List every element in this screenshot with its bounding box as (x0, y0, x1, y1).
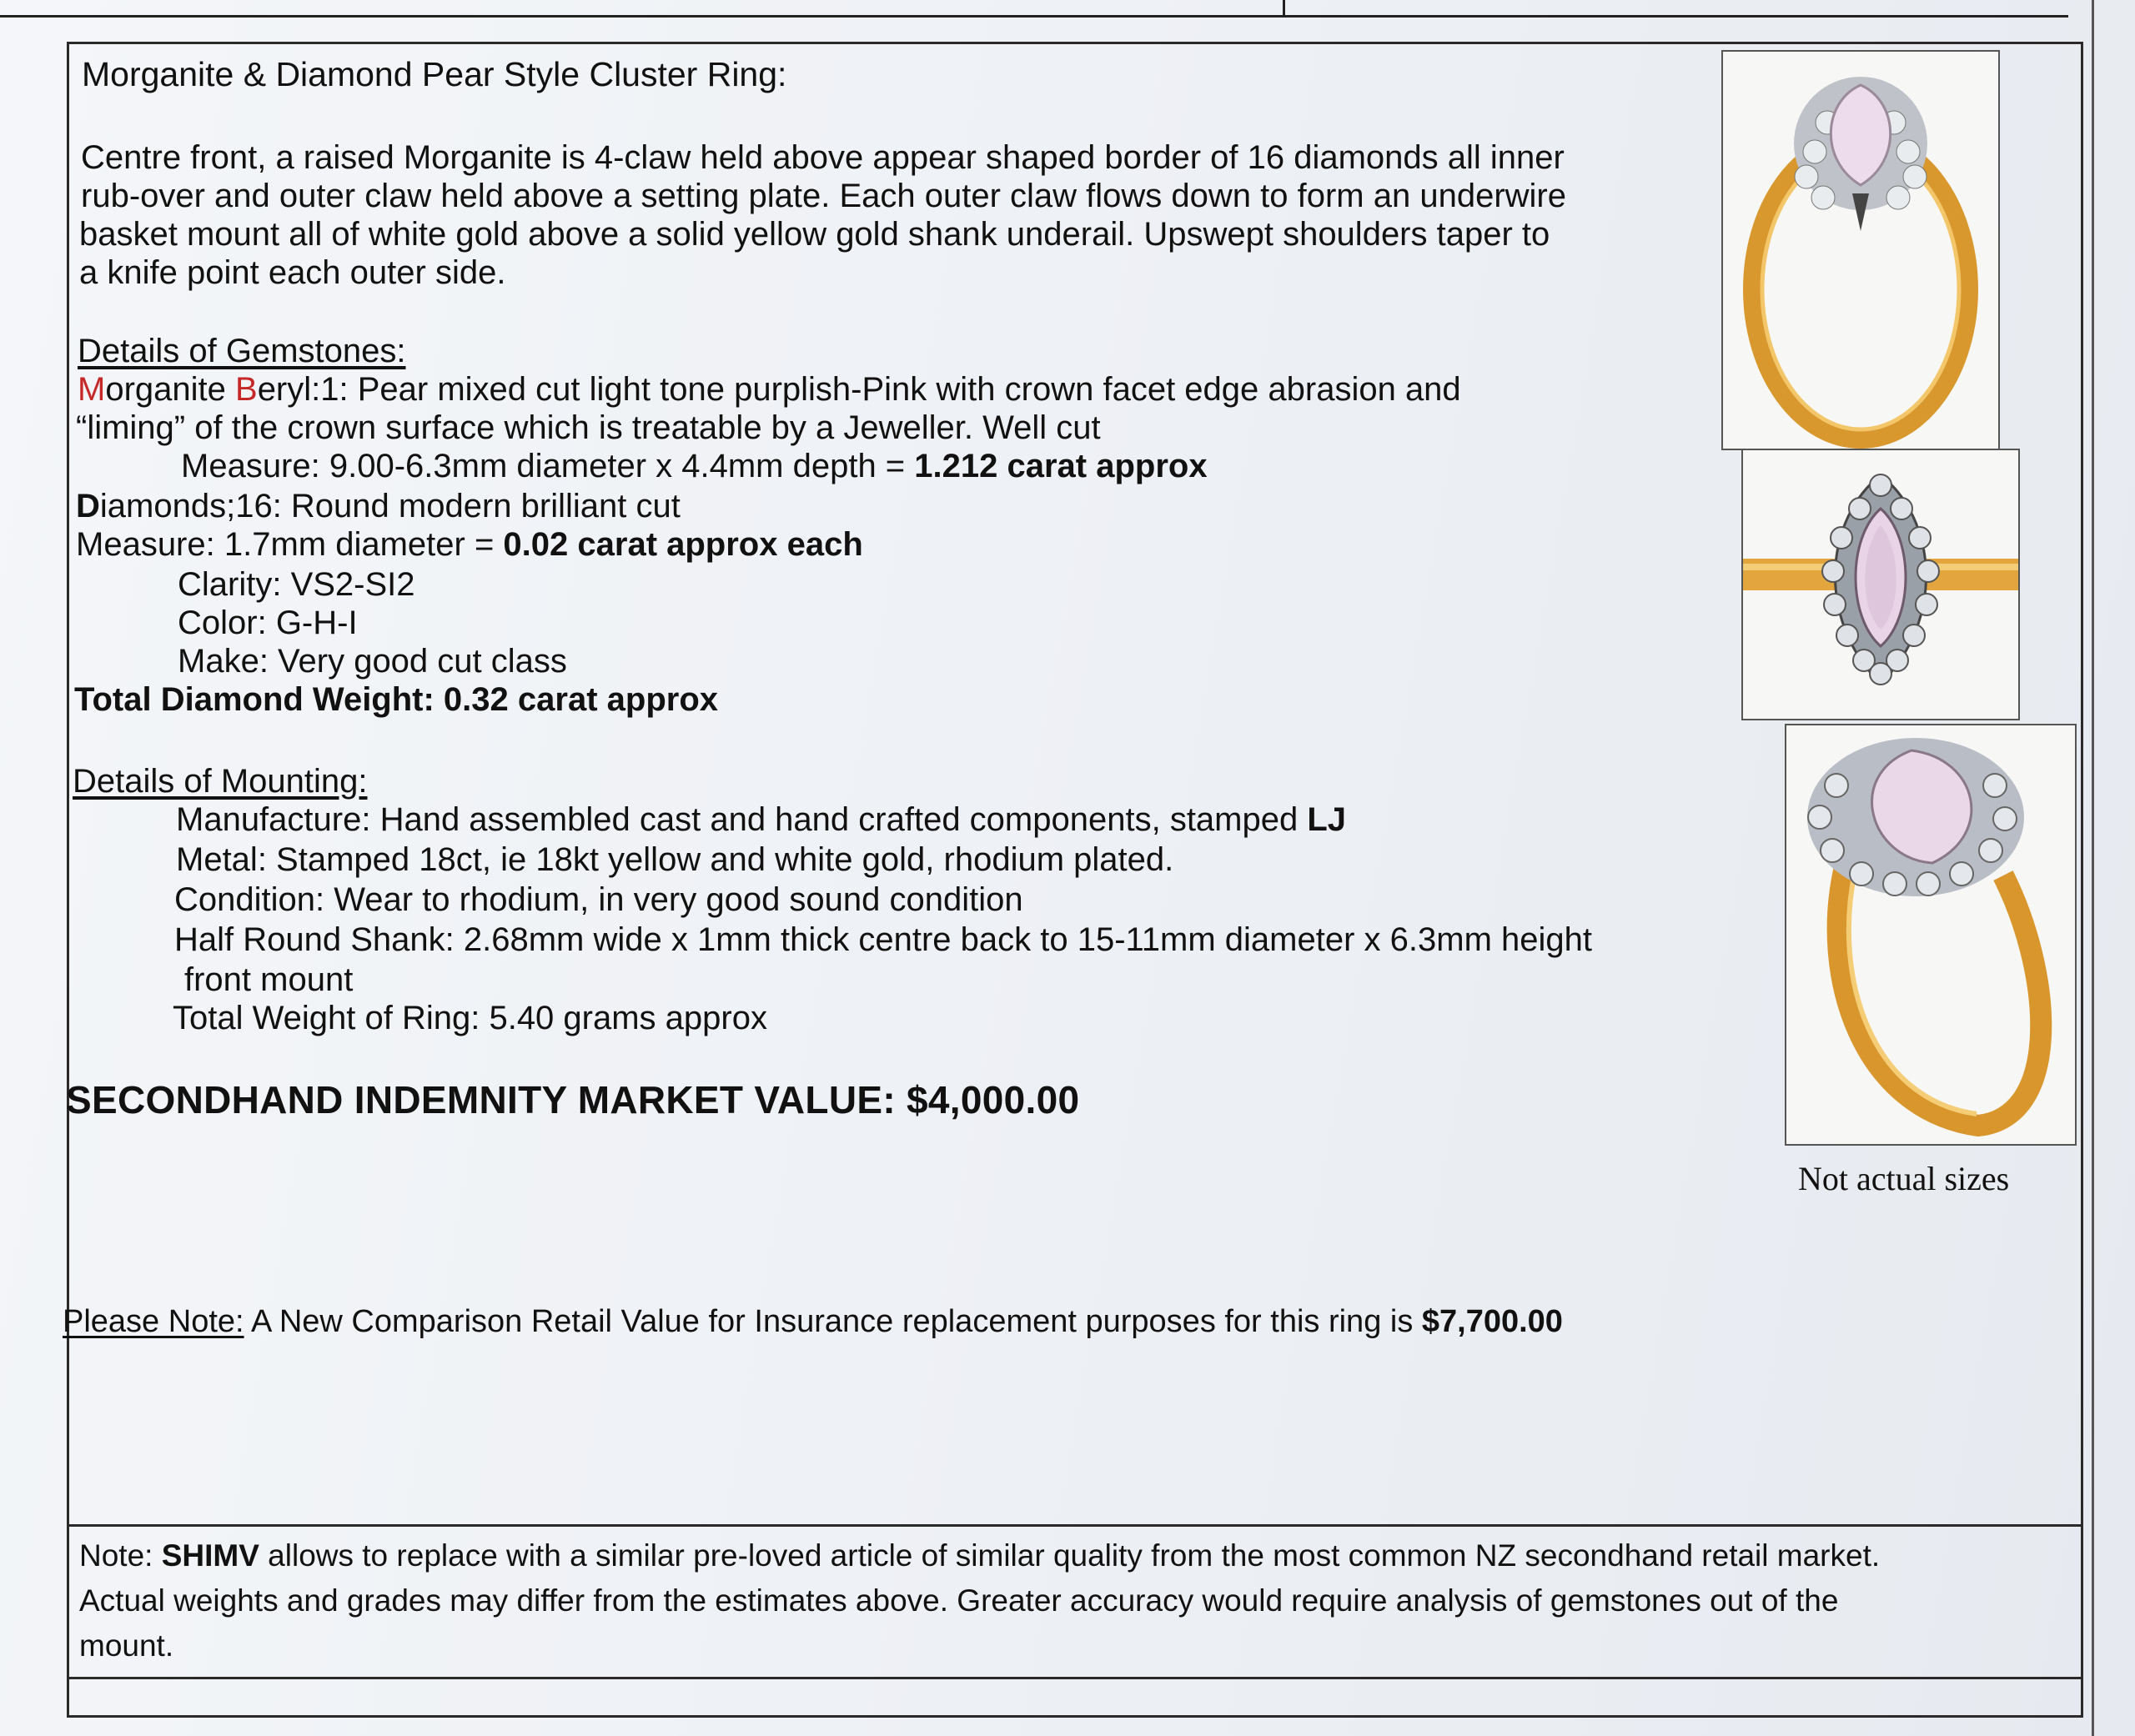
shimv-acronym: SHIMV (161, 1538, 259, 1573)
beryl-initial: B (235, 371, 258, 408)
diamonds-measure: Measure: 1.7mm diameter = 0.02 carat approx each (76, 526, 863, 563)
description-line-4: a knife point each outer side. (79, 254, 506, 291)
diamonds-clarity: Clarity: VS2-SI2 (178, 566, 415, 603)
ring-top-view-icon (1723, 52, 1998, 449)
page-edge (2092, 0, 2094, 1736)
market-value: SECONDHAND INDEMNITY MARKET VALUE: $4,000.00 (66, 1078, 1080, 1121)
ring-photo-side-view (1785, 724, 2077, 1146)
description-line-2: rub-over and outer claw held above a setting plate. Each outer claw flows down to form an underwire (81, 178, 1566, 214)
mounting-condition: Condition: Wear to rhodium, in very good sound condition (174, 881, 1023, 918)
footer-note-line-2: Actual weights and grades may differ from the estimates above. Greater accuracy would require analysis of gemstones out of the (79, 1583, 1839, 1618)
mounting-metal: Metal: Stamped 18ct, ie 18kt yellow and white gold, rhodium plated. (176, 841, 1174, 878)
morganite-line-1: Morganite Beryl:1: Pear mixed cut light tone purplish-Pink with crown facet edge abrasion and (78, 371, 1461, 408)
diamonds-initial: D (76, 488, 100, 524)
retail-value: $7,700.00 (1421, 1304, 1563, 1339)
mounting-heading: Details of Mounting: (73, 763, 368, 800)
gemstones-heading: Details of Gemstones: (78, 333, 406, 369)
morganite-initial: M (78, 371, 106, 408)
diamonds-make: Make: Very good cut class (178, 643, 567, 680)
footer-note-line-3: mount. (79, 1628, 174, 1663)
description-line-3: basket mount all of white gold above a solid yellow gold shank underail. Upswept shoulders taper to (79, 216, 1550, 253)
morganite-carat: 1.212 carat approx (914, 448, 1208, 484)
total-diamond-weight: Total Diamond Weight: 0.32 carat approx (74, 681, 718, 718)
morganite-measure: Measure: 9.00-6.3mm diameter x 4.4mm depth = 1.212 carat approx (181, 448, 1208, 484)
stamp-mark: LJ (1307, 801, 1347, 838)
diamond-carat-each: 0.02 carat approx each (503, 526, 863, 563)
please-note-label: Please Note: (63, 1304, 244, 1339)
document-title: Morganite & Diamond Pear Style Cluster Ring: (82, 55, 787, 93)
description-line-1: Centre front, a raised Morganite is 4-claw held above appear shaped border of 16 diamonds all inner (81, 139, 1565, 176)
footer-note-line-1: Note: SHIMV allows to replace with a similar pre-loved article of similar quality from the most common NZ secondhand retail market. (79, 1538, 1881, 1573)
ring-front-view-icon (1743, 450, 2018, 719)
ring-photo-top-view (1721, 50, 2000, 450)
ring-side-view-icon (1786, 725, 2075, 1144)
diamonds-line: Diamonds;16: Round modern brilliant cut (76, 488, 681, 524)
mounting-manufacture: Manufacture: Hand assembled cast and hand crafted components, stamped LJ (176, 801, 1347, 838)
diamonds-color: Color: G-H-I (178, 605, 358, 641)
mounting-shank: Half Round Shank: 2.68mm wide x 1mm thick centre back to 15-11mm diameter x 6.3mm height (174, 921, 1592, 958)
top-border (0, 0, 2068, 18)
ring-photo-front-view (1741, 449, 2020, 720)
morganite-line-2: “liming” of the crown surface which is treatable by a Jeweller. Well cut (76, 409, 1101, 446)
please-note: Please Note: A New Comparison Retail Value for Insurance replacement purposes for this ring is $7,700.00 (63, 1304, 1563, 1339)
photo-caption: Not actual sizes (1798, 1160, 2010, 1197)
mounting-shank-cont: front mount (184, 961, 354, 998)
top-divider (1283, 0, 1285, 15)
mounting-total-weight: Total Weight of Ring: 5.40 grams approx (173, 1000, 767, 1036)
